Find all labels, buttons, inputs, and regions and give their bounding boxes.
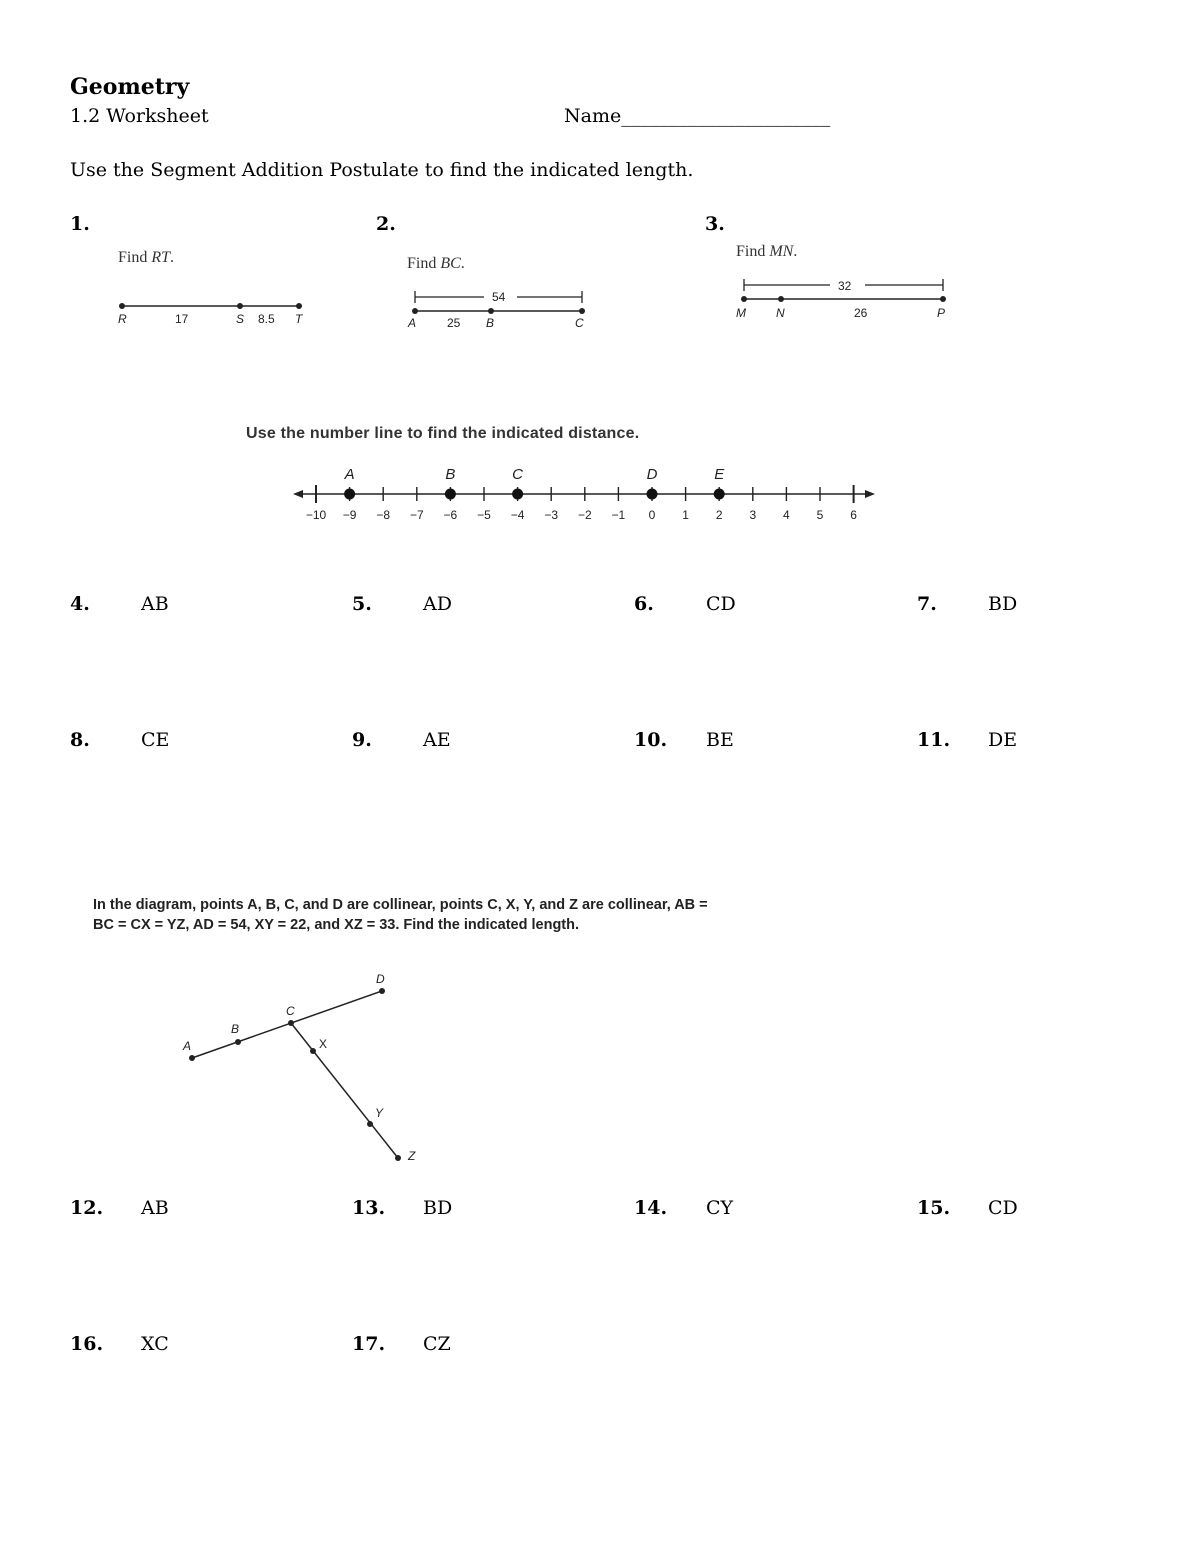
question-1-number: 1. [70,213,90,235]
page-title: Geometry [70,74,190,100]
problem-label: BD [988,593,1018,615]
problem-number: 7. [917,593,937,615]
number-line-point [512,489,523,500]
question-1-prompt: Find RT. [118,249,175,266]
question-3-prompt: Find MN. [736,243,798,260]
problem-label: BD [423,1197,453,1219]
number-line-tick-label: 5 [816,508,824,522]
problem-number: 6. [634,593,654,615]
segment-length-mp: 32 [838,279,852,293]
problem-number: 9. [352,729,372,751]
right-arrow-icon [865,490,875,498]
segment-length-ac: 54 [492,290,506,304]
question-1-diagram [110,295,320,335]
question-2-diagram [400,285,600,335]
point-y [367,1121,373,1127]
problem-number: 13. [352,1197,386,1219]
problem-number: 17. [352,1333,386,1355]
problem-label: XC [141,1333,169,1355]
number-line-tick-label: 6 [850,508,857,522]
point-x [310,1048,316,1054]
label-d: D [376,972,385,986]
label-x: X [319,1037,328,1051]
segment-length-st: 8.5 [258,312,275,326]
number-line-tick-label: −7 [409,508,424,522]
name-field[interactable]: Name______________________ [564,105,831,127]
point-label-m: M [736,306,746,320]
number-line-point-label: E [714,466,725,483]
problem-number: 15. [917,1197,951,1219]
point-d [379,988,385,994]
problem-number: 4. [70,593,90,615]
question-3-number: 3. [705,213,725,235]
collinear-diagram-instruction: In the diagram, points A, B, C, and D are collinear, points C, X, Y, and Z are collinear, AB = BC = CX = YZ, AD = 54, XY = 22, and XZ = 33. Find the indicated length. [93,897,708,933]
point-label-t: T [295,312,303,326]
number-line-tick-label: 3 [749,508,757,522]
problem-number: 11. [917,729,951,751]
collinear-diagram [170,965,440,1170]
left-arrow-icon [293,490,303,498]
point-label-c: C [575,316,584,330]
problem-label: CD [706,593,736,615]
question-3-diagram [730,275,960,325]
number-line-tick-label: −2 [577,508,592,522]
label-a: A [183,1039,192,1053]
question-2-prompt: Find BC. [407,255,465,272]
problem-number: 16. [70,1333,104,1355]
number-line-tick-label: 1 [682,508,689,522]
problem-label: AB [141,593,169,615]
problem-label: AB [141,1197,169,1219]
worksheet-subtitle: 1.2 Worksheet [70,105,209,127]
problem-label: AD [423,593,452,615]
problem-label: DE [988,729,1018,751]
segment-length-rs: 17 [175,312,189,326]
number-line-tick-label: −1 [611,508,626,522]
label-b: B [231,1022,240,1036]
problem-label: BE [706,729,734,751]
point-z [395,1155,401,1161]
problem-label: CY [706,1197,734,1219]
point-label-s: S [236,312,245,326]
number-line-point-label: B [445,466,456,483]
problem-number: 14. [634,1197,668,1219]
label-c: C [286,1004,295,1018]
number-line-point [344,489,355,500]
point-a [189,1055,195,1061]
number-line-instruction: Use the number line to find the indicated distance. [246,425,640,442]
number-line-point-label: A [344,466,355,483]
number-line-point [714,489,725,500]
point-label-n: N [776,306,785,320]
problem-number: 12. [70,1197,104,1219]
number-line-point [647,489,658,500]
point-b [235,1039,241,1045]
segment-length-ab: 25 [447,316,461,330]
point-label-r: R [118,312,127,326]
problem-number: 10. [634,729,668,751]
number-line-tick-label: −8 [376,508,391,522]
number-line-tick-label: −9 [342,508,357,522]
segment-length-np: 26 [854,306,868,320]
point-label-a: A [408,316,417,330]
number-line-tick-label: −10 [305,508,327,522]
number-line-point [445,489,456,500]
number-line-tick-label: 0 [648,508,656,522]
number-line-tick-label: 2 [715,508,723,522]
number-line-tick-label: −5 [477,508,491,522]
problem-number: 5. [352,593,372,615]
number-line-tick-label: 4 [783,508,790,522]
number-line-point-label: D [646,466,658,483]
number-line-tick-label: −6 [443,508,458,522]
number-line-point-label: C [512,466,524,483]
number-line-tick-label: −3 [544,508,559,522]
point-label-p: P [937,306,946,320]
problem-label: AE [423,729,451,751]
problem-label: CD [988,1197,1018,1219]
number-line-tick-label: −4 [510,508,525,522]
problem-number: 8. [70,729,90,751]
problem-label: CZ [423,1333,451,1355]
segment-addition-instruction: Use the Segment Addition Postulate to find the indicated length. [70,159,694,181]
point-label-b: B [486,316,495,330]
number-line [285,460,885,530]
problem-label: CE [141,729,170,751]
point-c [288,1020,294,1026]
question-2-number: 2. [376,213,396,235]
label-y: Y [375,1106,384,1120]
label-z: Z [408,1149,416,1163]
